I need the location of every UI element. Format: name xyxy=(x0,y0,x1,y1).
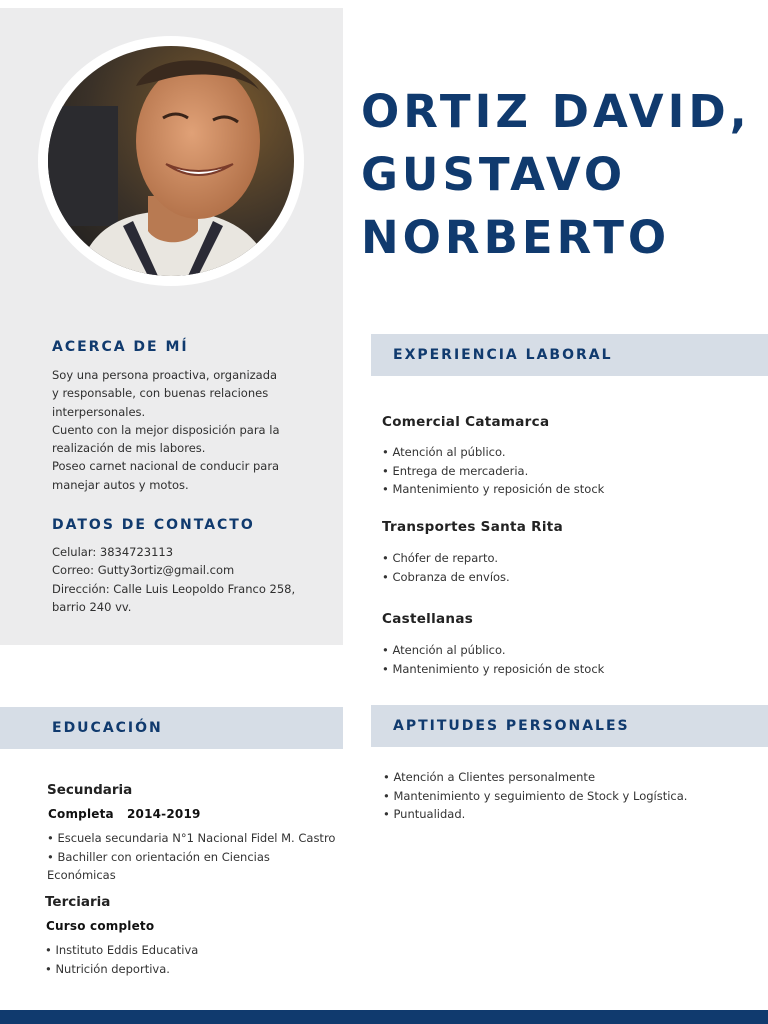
skills-header xyxy=(371,705,768,747)
job-task: • Atención al público. xyxy=(382,641,604,660)
about-line: Soy una persona proactiva, organizada xyxy=(52,368,278,382)
education-line: • Instituto Eddis Educativa xyxy=(45,943,199,957)
name-line-1: ORTIZ DAVID, xyxy=(361,85,751,138)
about-line: interpersonales. xyxy=(52,404,146,419)
job-task: • Cobranza de envíos. xyxy=(382,568,510,587)
job-company: Transportes Santa Rita xyxy=(382,519,563,535)
education-secondary-lines xyxy=(47,829,335,885)
skills-list xyxy=(383,768,687,824)
job-tasks xyxy=(382,641,604,678)
footer-bar xyxy=(0,1010,768,1024)
name-line-2: GUSTAVO xyxy=(361,148,627,201)
education-line: • Nutrición deportiva. xyxy=(45,961,170,976)
education-line: • Escuela secundaria N°1 Nacional Fidel M. Castro xyxy=(47,831,336,845)
skill-item: • Atención a Clientes personalmente xyxy=(383,768,687,787)
contact-address: Dirección: Calle Luis Leopoldo Franco 258, xyxy=(52,581,296,596)
about-line: Cuento con la mejor disposición para la xyxy=(52,422,280,437)
job-company: Comercial Catamarca xyxy=(382,414,550,430)
job-task: • Atención al público. xyxy=(382,443,604,462)
contact-text xyxy=(52,543,295,616)
skill-item: • Puntualidad. xyxy=(383,805,687,824)
about-line: manejar autos y motos. xyxy=(52,477,189,492)
education-line: Económicas xyxy=(47,868,116,882)
about-line: Poseo carnet nacional de conducir para xyxy=(52,459,280,474)
job-tasks xyxy=(382,549,510,586)
education-title: EDUCACIÓN xyxy=(52,720,163,736)
contact-title: DATOS DE CONTACTO xyxy=(52,517,255,533)
job-task: • Mantenimiento y reposición de stock xyxy=(382,660,604,679)
experience-title: EXPERIENCIA LABORAL xyxy=(393,347,613,363)
education-header xyxy=(0,707,343,749)
about-text xyxy=(52,366,280,494)
contact-phone: Celular: 3834723113 xyxy=(52,545,174,559)
job-tasks xyxy=(382,443,604,499)
job-company: Castellanas xyxy=(382,611,474,627)
about-line: realización de mis labores. xyxy=(52,441,206,456)
contact-address-2: barrio 240 vv. xyxy=(52,599,132,614)
contact-email: Correo: Gutty3ortiz@gmail.com xyxy=(52,563,235,578)
job-task: • Mantenimiento y reposición de stock xyxy=(382,480,604,499)
name-line-3: NORBERTO xyxy=(361,211,671,264)
education-line: • Bachiller con orientación en Ciencias xyxy=(47,849,270,864)
education-secondary-status: Completa 2014-2019 xyxy=(48,807,201,821)
about-title: ACERCA DE MÍ xyxy=(52,339,189,355)
job-task: • Entrega de mercaderia. xyxy=(382,462,604,481)
skill-item: • Mantenimiento y seguimiento de Stock y Logística. xyxy=(383,787,687,806)
profile-photo xyxy=(48,46,294,276)
education-tertiary-lines xyxy=(45,941,198,978)
education-secondary-level: Secundaria xyxy=(47,782,133,798)
skills-title: APTITUDES PERSONALES xyxy=(393,718,630,734)
job-task: • Chófer de reparto. xyxy=(382,549,510,568)
experience-header xyxy=(371,334,768,376)
about-line: y responsable, con buenas relaciones xyxy=(52,386,269,401)
education-tertiary-level: Terciaria xyxy=(45,894,111,910)
education-tertiary-status: Curso completo xyxy=(46,919,155,933)
